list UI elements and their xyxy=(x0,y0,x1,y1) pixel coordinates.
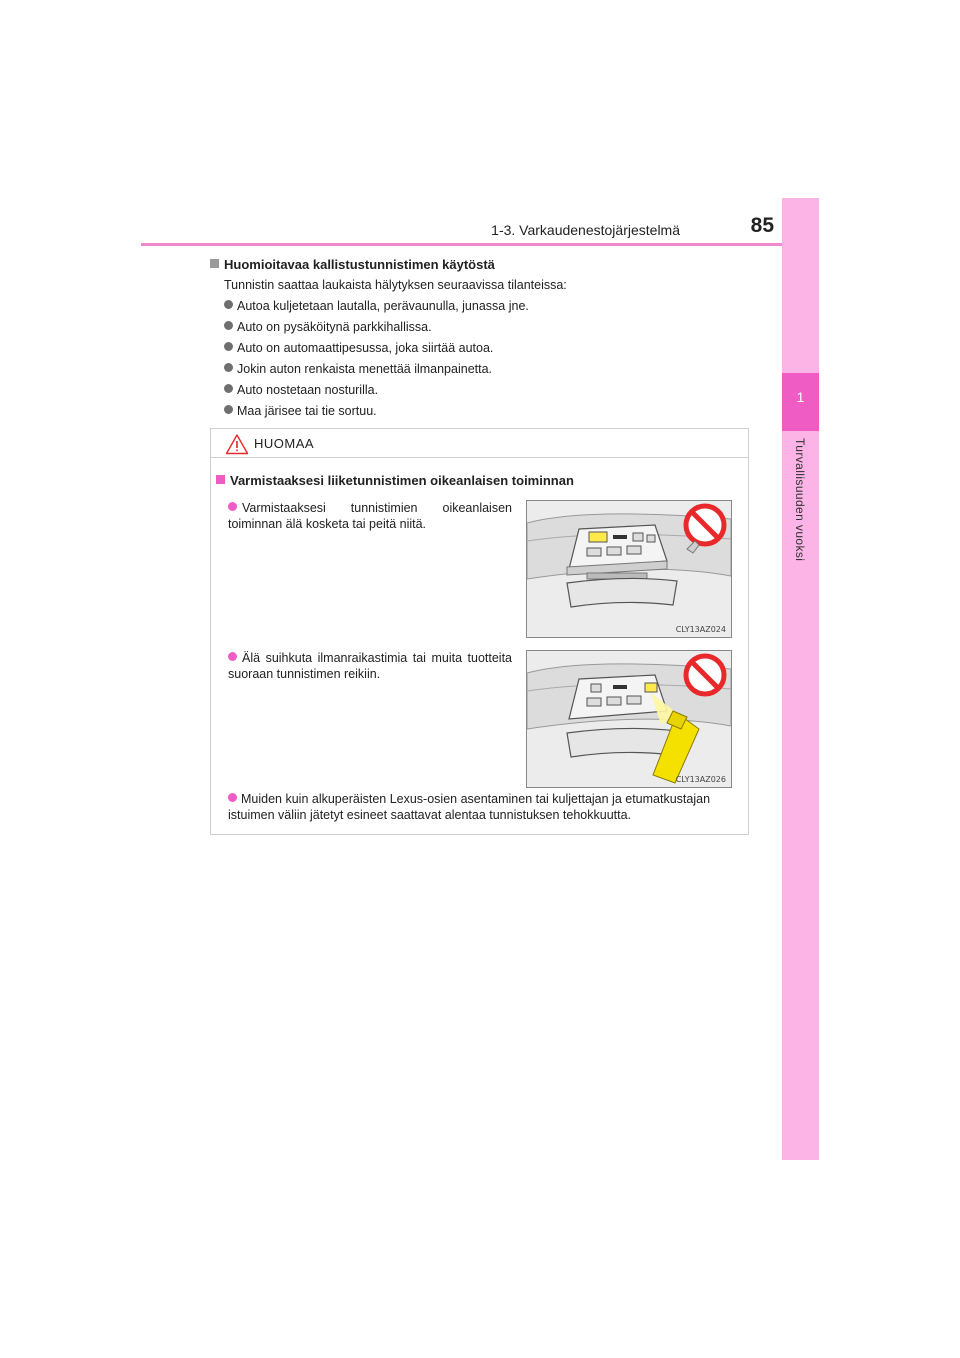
notice-item-parts: Muiden kuin alkuperäisten Lexus-osien asentaminen tai kuljettajan ja etumatkustajan istuimen väliin jätetyt esineet saattavat alentaa tunnistuksen tehokkuutta. xyxy=(228,792,711,822)
notice-label: HUOMAA xyxy=(254,436,315,451)
chapter-title: Turvallisuuden vuoksi xyxy=(793,438,807,562)
figure-sensor-spray xyxy=(526,650,732,788)
round-bullet-icon xyxy=(228,502,237,511)
chapter-number: 1 xyxy=(796,389,805,405)
list-item: Auto on automaattipesussa, joka siirtää autoa. xyxy=(224,341,493,355)
figure-sensor-touch xyxy=(526,500,732,638)
figure-code: CLY13AZ026 xyxy=(675,775,726,784)
round-bullet-icon xyxy=(228,793,237,802)
round-bullet-icon xyxy=(228,652,237,661)
notice-item-touch: Varmistaaksesi tunnistimien oikeanlaisen toiminnan älä kosketa tai peitä niitä. xyxy=(228,501,512,531)
section-title: 1-3. Varkaudenestojärjestelmä xyxy=(491,222,680,238)
figure-code: CLY13AZ024 xyxy=(675,625,726,634)
notice-item-spray: Älä suihkuta ilmanraikastimia tai muita tuotteita suoraan tunnistimen reikiin. xyxy=(228,651,512,681)
list-item: Auto on pysäköitynä parkkihallissa. xyxy=(224,320,432,334)
list-item: Maa järisee tai tie sortuu. xyxy=(224,404,377,418)
spray-illustration xyxy=(527,651,731,787)
header-rule xyxy=(141,243,819,246)
sensor-illustration xyxy=(527,501,731,637)
square-bullet-icon xyxy=(210,259,219,268)
round-bullet-icon xyxy=(224,405,233,414)
side-tab-strip xyxy=(782,198,819,1160)
round-bullet-icon xyxy=(224,342,233,351)
warning-triangle-icon xyxy=(225,433,249,455)
notice-heading: Varmistaaksesi liiketunnistimen oikeanlaisen toiminnan xyxy=(216,473,574,488)
square-bullet-icon xyxy=(216,475,225,484)
list-item: Jokin auton renkaista menettää ilmanpainetta. xyxy=(224,362,492,376)
round-bullet-icon xyxy=(224,363,233,372)
round-bullet-icon xyxy=(224,300,233,309)
round-bullet-icon xyxy=(224,321,233,330)
list-item: Auto nostetaan nosturilla. xyxy=(224,383,378,397)
tilt-section-intro: Tunnistin saattaa laukaista hälytyksen seuraavissa tilanteissa: xyxy=(224,278,567,292)
page-number: 85 xyxy=(750,214,774,237)
list-item: Autoa kuljetetaan lautalla, perävaunulla, junassa jne. xyxy=(224,299,529,313)
tilt-section-heading: Huomioitavaa kallistustunnistimen käytöstä xyxy=(210,257,495,272)
round-bullet-icon xyxy=(224,384,233,393)
